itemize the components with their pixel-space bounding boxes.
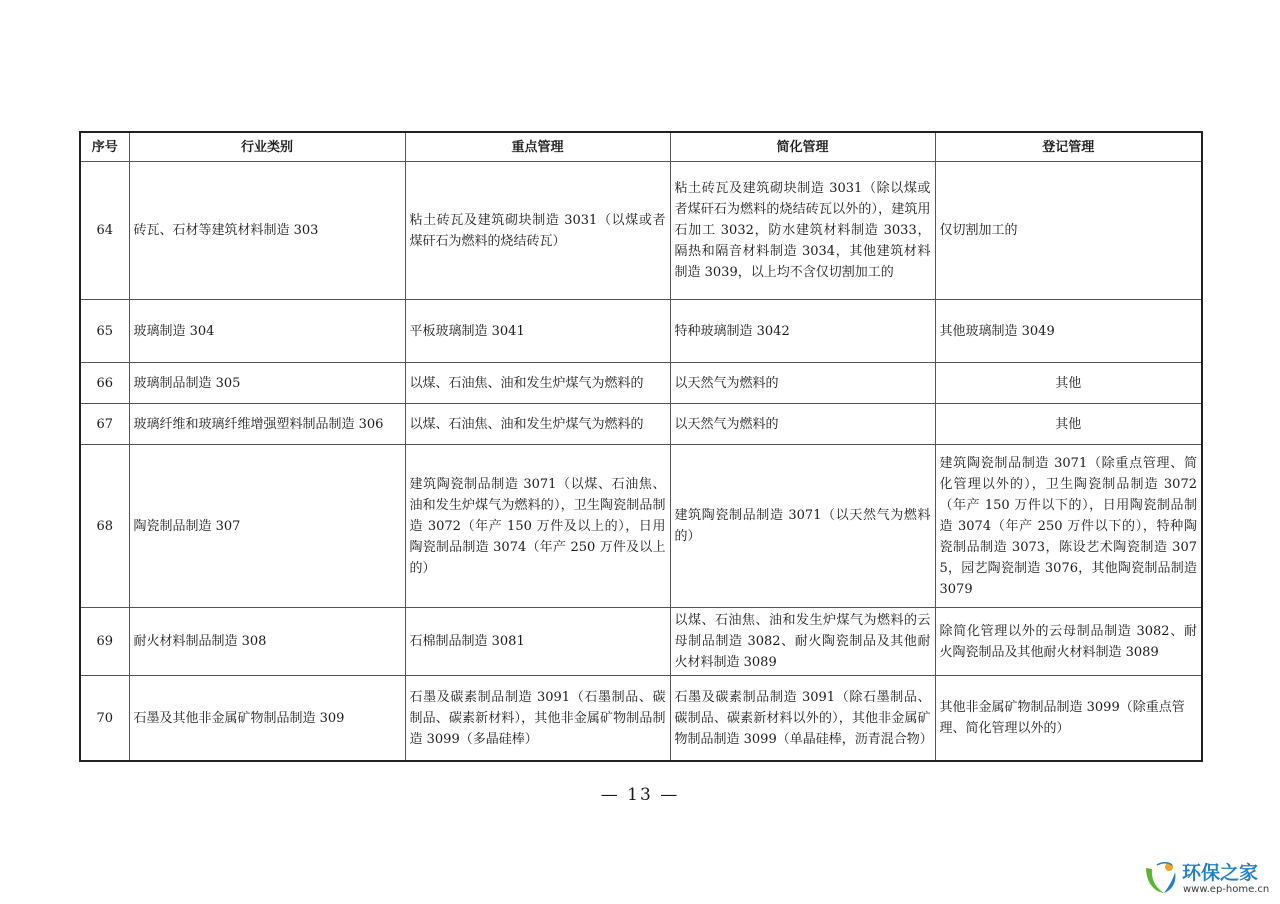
header-key-management: 重点管理 — [405, 132, 670, 162]
table-row — [80, 404, 1202, 445]
row-registration: 其他非金属矿物制品制造 3099（除重点管理、简化管理以外的） — [935, 676, 1202, 762]
row-category: 玻璃制品制造 305 — [129, 363, 405, 404]
row-simplified: 建筑陶瓷制品制造 3071（以天然气为燃料的） — [670, 445, 935, 608]
header-category: 行业类别 — [129, 132, 405, 162]
row-category: 石墨及其他非金属矿物制品制造 309 — [129, 676, 405, 762]
row-seq: 70 — [80, 676, 129, 762]
header-seq: 序号 — [80, 132, 129, 162]
watermark-url: www.ep-home.cn — [1183, 884, 1270, 895]
row-key: 石棉制品制造 3081 — [405, 608, 670, 676]
row-key: 粘土砖瓦及建筑砌块制造 3031（以煤或者煤矸石为燃料的烧结砖瓦） — [405, 162, 670, 300]
row-seq: 66 — [80, 363, 129, 404]
row-category: 耐火材料制品制造 308 — [129, 608, 405, 676]
row-key: 以煤、石油焦、油和发生炉煤气为燃料的 — [405, 363, 670, 404]
row-simplified: 特种玻璃制造 3042 — [670, 300, 935, 363]
table-row — [80, 676, 1202, 762]
row-seq: 67 — [80, 404, 129, 445]
row-category: 砖瓦、石材等建筑材料制造 303 — [129, 162, 405, 300]
header-registration-management: 登记管理 — [935, 132, 1202, 162]
table-row — [80, 608, 1202, 676]
row-key: 建筑陶瓷制品制造 3071（以煤、石油焦、油和发生炉煤气为燃料的），卫生陶瓷制品制造 3072（年产 150 万件及以上的），日用陶瓷制品制造 3074（年产 250 万件及以上的） — [405, 445, 670, 608]
industry-management-table — [79, 131, 1203, 762]
table-row — [80, 162, 1202, 300]
row-seq: 68 — [80, 445, 129, 608]
row-simplified: 以天然气为燃料的 — [670, 363, 935, 404]
header-simplified-management: 简化管理 — [670, 132, 935, 162]
leaf-globe-icon — [1142, 860, 1178, 896]
row-seq: 65 — [80, 300, 129, 363]
watermark-name: 环保之家 — [1182, 862, 1259, 884]
row-category: 玻璃制造 304 — [129, 300, 405, 363]
row-key: 平板玻璃制造 3041 — [405, 300, 670, 363]
row-key: 石墨及碳素制品制造 3091（石墨制品、碳制品、碳素新材料），其他非金属矿物制品制造 3099（多晶硅棒） — [405, 676, 670, 762]
row-registration: 其他 — [935, 404, 1202, 445]
row-simplified: 以煤、石油焦、油和发生炉煤气为燃料的云母制品制造 3082、耐火陶瓷制品及其他耐火材料制造 3089 — [670, 608, 935, 676]
row-registration: 建筑陶瓷制品制造 3071（除重点管理、简化管理以外的），卫生陶瓷制品制造 3072（年产 150 万件以下的），日用陶瓷制品制造 3074（年产 250 万件以下的），特种陶瓷制品制造 3073，陈设艺术陶瓷制造 3075，园艺陶瓷制造 3076，其他陶瓷制品制造 3079 — [935, 445, 1202, 608]
table-row — [80, 363, 1202, 404]
page-number: — 13 — — [600, 785, 680, 805]
row-simplified: 以天然气为燃料的 — [670, 404, 935, 445]
row-simplified: 石墨及碳素制品制造 3091（除石墨制品、碳制品、碳素新材料以外的），其他非金属矿物制品制造 3099（单晶硅棒，沥青混合物） — [670, 676, 935, 762]
row-key: 以煤、石油焦、油和发生炉煤气为燃料的 — [405, 404, 670, 445]
table-row — [80, 445, 1202, 608]
row-registration: 除简化管理以外的云母制品制造 3082、耐火陶瓷制品及其他耐火材料制造 3089 — [935, 608, 1202, 676]
site-watermark — [1142, 858, 1278, 902]
table-header-row — [80, 132, 1202, 162]
table-row — [80, 300, 1202, 363]
row-registration: 其他玻璃制造 3049 — [935, 300, 1202, 363]
row-seq: 64 — [80, 162, 129, 300]
row-registration: 仅切割加工的 — [935, 162, 1202, 300]
row-simplified: 粘土砖瓦及建筑砌块制造 3031（除以煤或者煤矸石为燃料的烧结砖瓦以外的），建筑用石加工 3032，防水建筑材料制造 3033，隔热和隔音材料制造 3034，其他建筑材料制造 3039，以上均不含仅切割加工的 — [670, 162, 935, 300]
row-registration: 其他 — [935, 363, 1202, 404]
row-seq: 69 — [80, 608, 129, 676]
row-category: 陶瓷制品制造 307 — [129, 445, 405, 608]
row-category: 玻璃纤维和玻璃纤维增强塑料制品制造 306 — [129, 404, 405, 445]
